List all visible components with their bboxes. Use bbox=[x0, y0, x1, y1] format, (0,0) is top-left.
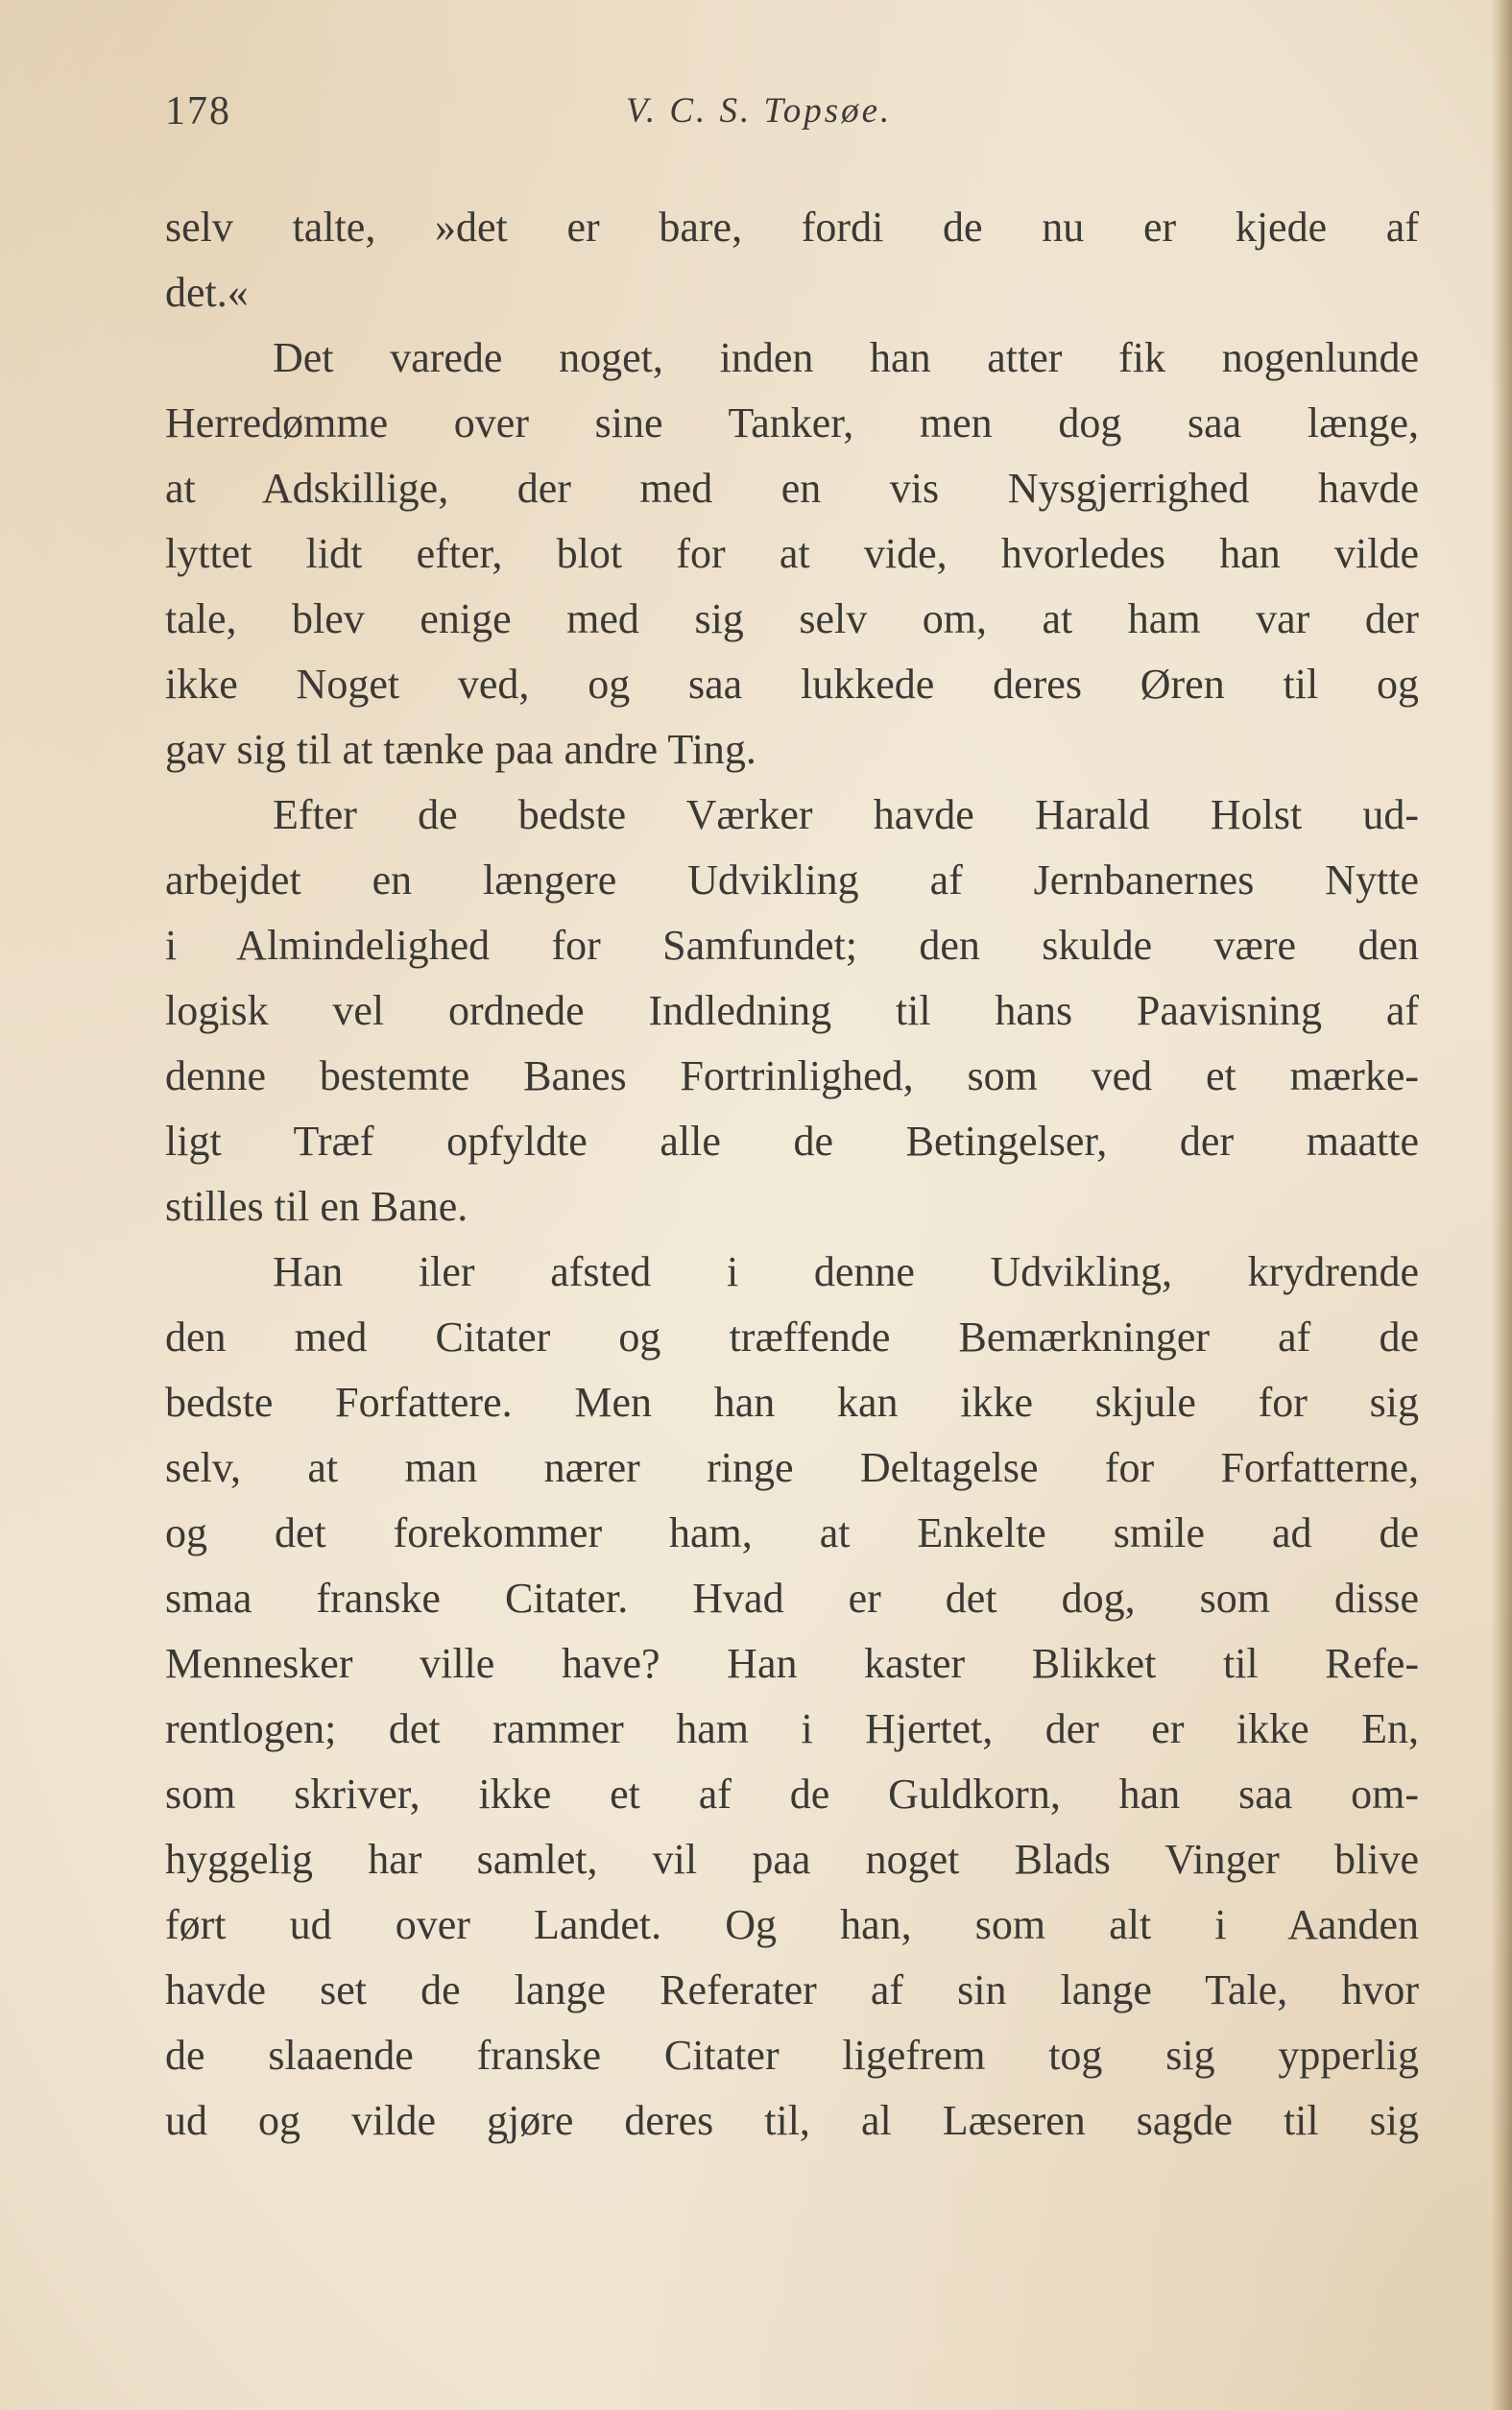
text-line: selv talte, »det er bare, fordi de nu er kjede af bbox=[165, 204, 1419, 251]
text-line: havde set de lange Referater af sin lange Tale, hvor bbox=[165, 1966, 1419, 2013]
text-line: ligt Træf opfyldte alle de Betingelser, der maatte bbox=[165, 1118, 1419, 1165]
text-line: lyttet lidt efter, blot for at vide, hvorledes han vilde bbox=[165, 530, 1419, 577]
text-line: den med Citater og træffende Bemærkninger af de bbox=[165, 1313, 1419, 1361]
text-line: at Adskillige, der med en vis Nysgjerrighed havde bbox=[165, 465, 1419, 512]
text-line: arbejdet en længere Udvikling af Jernbanernes Nytte bbox=[165, 856, 1419, 904]
page-number: 178 bbox=[165, 89, 231, 133]
text-line: denne bestemte Banes Fortrinlighed, som ved et mærke- bbox=[165, 1052, 1419, 1099]
text-line: smaa franske Citater. Hvad er det dog, som disse bbox=[165, 1575, 1419, 1622]
text-line: stilles til en Bane. bbox=[165, 1183, 468, 1230]
text-line: de slaaende franske Citater ligefrem tog sig ypperlig bbox=[165, 2032, 1419, 2079]
text-line: som skriver, ikke et af de Guldkorn, han saa om- bbox=[165, 1771, 1419, 1818]
text-line: Mennesker ville have? Han kaster Blikket til Refe- bbox=[165, 1640, 1419, 1687]
text-line: hyggelig har samlet, vil paa noget Blads Vinger blive bbox=[165, 1836, 1419, 1883]
running-head: V. C. S. Topsøe. bbox=[626, 91, 893, 131]
text-line: det.« bbox=[165, 269, 249, 316]
text-line: tale, blev enige med sig selv om, at ham var der bbox=[165, 595, 1419, 642]
text-line: bedste Forfattere. Men han kan ikke skjule for sig bbox=[165, 1379, 1419, 1426]
text-line: Efter de bedste Værker havde Harald Holst ud- bbox=[273, 791, 1419, 838]
body-text bbox=[165, 195, 1419, 2154]
text-line: selv, at man nærer ringe Deltagelse for Forfatterne, bbox=[165, 1444, 1419, 1491]
page-edge-shadow bbox=[1491, 0, 1512, 2410]
text-line: gav sig til at tænke paa andre Ting. bbox=[165, 726, 756, 773]
text-line: Herredømme over sine Tanker, men dog saa længe, bbox=[165, 399, 1419, 446]
text-line: Det varede noget, inden han atter fik nogenlunde bbox=[273, 334, 1419, 381]
page-header bbox=[165, 88, 1419, 138]
text-line: ud og vilde gjøre deres til, al Læseren sagde til sig bbox=[165, 2097, 1419, 2144]
text-line: logisk vel ordnede Indledning til hans Paavisning af bbox=[165, 987, 1419, 1034]
text-line: ikke Noget ved, og saa lukkede deres Øren til og bbox=[165, 661, 1419, 708]
text-line: rentlogen; det rammer ham i Hjertet, der er ikke En, bbox=[165, 1705, 1419, 1752]
text-line: og det forekommer ham, at Enkelte smile ad de bbox=[165, 1509, 1419, 1556]
text-line: ført ud over Landet. Og han, som alt i Aanden bbox=[165, 1901, 1419, 1948]
text-line: i Almindelighed for Samfundet; den skulde være den bbox=[165, 922, 1419, 969]
text-line: Han iler afsted i denne Udvikling, krydrende bbox=[273, 1248, 1419, 1295]
